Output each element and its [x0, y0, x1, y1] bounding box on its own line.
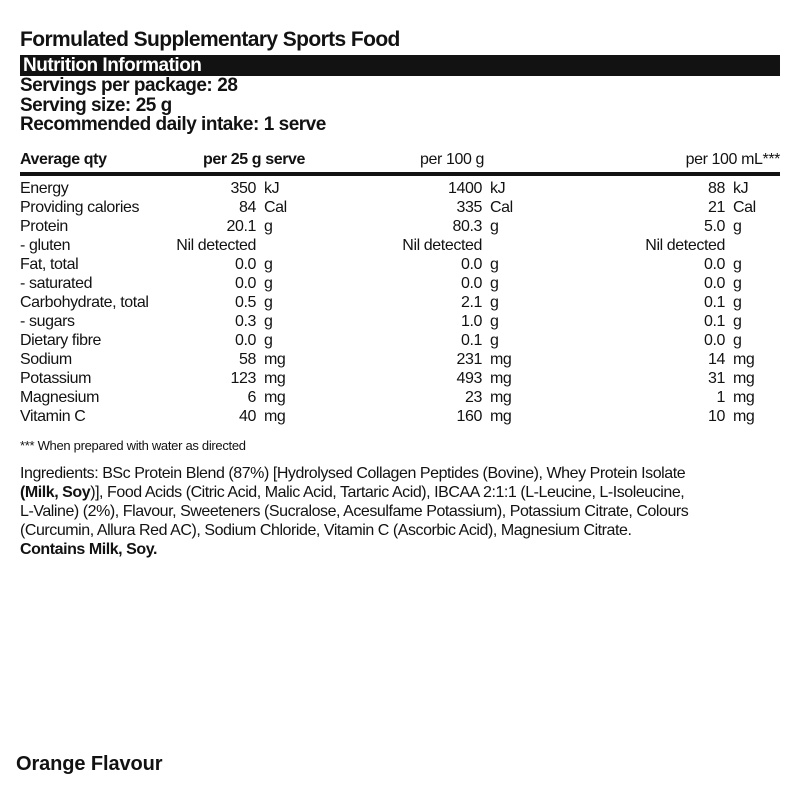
row-label: Protein — [20, 217, 68, 235]
ingredients-text: L-Valine) (2%), Flavour, Sweeteners (Sucralose, Acesulfame Potassium), Potassium Citrate, Colours — [20, 502, 689, 520]
allergen-bold-text: Contains Milk, Soy. — [20, 540, 157, 558]
value-cell: 88 — [708, 179, 725, 197]
unit-cell: Cal — [264, 198, 287, 216]
recommended-daily-intake-line — [20, 115, 780, 135]
table-row — [20, 293, 780, 312]
unit-cell: g — [490, 293, 499, 311]
value-cell: 84 — [239, 198, 256, 216]
header-divider-rule — [20, 172, 780, 176]
value-cell: 23 — [465, 388, 482, 406]
value-cell: 0.0 — [234, 255, 256, 273]
table-row — [20, 350, 780, 369]
unit-cell: mg — [490, 350, 512, 368]
unit-cell: mg — [733, 407, 755, 425]
value-cell: 0.5 — [234, 293, 256, 311]
unit-cell: mg — [490, 388, 512, 406]
unit-cell: kJ — [264, 179, 280, 197]
rdi-value: 1 serve — [263, 114, 326, 135]
unit-cell: g — [490, 274, 499, 292]
value-cell: 1400 — [448, 179, 482, 197]
servings-label: Servings per package: — [20, 75, 213, 96]
value-cell: 21 — [708, 198, 725, 216]
table-header-row — [20, 151, 780, 168]
row-label: Providing calories — [20, 198, 140, 216]
unit-cell: kJ — [733, 179, 749, 197]
serving-size-label: Serving size: — [20, 94, 131, 116]
unit-cell: Cal — [490, 198, 513, 216]
row-label: Dietary fibre — [20, 331, 102, 349]
unit-cell: mg — [490, 407, 512, 425]
unit-cell: g — [264, 312, 273, 330]
value-cell: 0.0 — [234, 274, 256, 292]
column-header-per-100ml: per 100 mL*** — [685, 150, 780, 168]
table-row — [20, 236, 780, 255]
column-header-per-100g: per 100 g — [420, 150, 485, 168]
table-row — [20, 274, 780, 293]
panel-title: Nutrition Information — [23, 54, 202, 76]
ingredients-text: Ingredients: BSc Protein Blend (87%) [Hydrolysed Collagen Peptides (Bovine), Whey Protein Isolate — [20, 464, 686, 482]
value-cell: 123 — [230, 369, 256, 387]
row-label: Carbohydrate, total — [20, 293, 149, 311]
value-cell: 80.3 — [452, 217, 482, 235]
unit-cell: g — [733, 274, 742, 292]
ingredients-line — [20, 502, 780, 521]
unit-cell — [482, 236, 650, 255]
value-cell: 5.0 — [703, 217, 725, 235]
nutrition-information-bar — [20, 55, 780, 76]
unit-cell: g — [264, 274, 273, 292]
ingredients-paragraph — [20, 464, 780, 559]
ingredients-text: (Curcumin, Allura Red AC), Sodium Chloride, Vitamin C (Ascorbic Acid), Magnesium Citrate. — [20, 521, 632, 539]
value-cell: 31 — [708, 369, 725, 387]
table-row — [20, 217, 780, 236]
unit-cell: Cal — [733, 198, 756, 216]
flavour-name: Orange Flavour — [16, 753, 163, 775]
table-row — [20, 179, 780, 198]
value-cell: 0.3 — [234, 312, 256, 330]
unit-cell: g — [490, 331, 499, 349]
value-cell: 0.0 — [703, 331, 725, 349]
value-cell: 0.1 — [460, 331, 482, 349]
column-header-per-serve: per 25 g serve — [203, 150, 306, 168]
serving-size-line — [20, 96, 780, 116]
value-cell: 0.0 — [460, 255, 482, 273]
value-cell: 335 — [456, 198, 482, 216]
unit-cell: g — [733, 293, 742, 311]
unit-cell: mg — [733, 369, 755, 387]
unit-cell: g — [733, 331, 742, 349]
value-cell: 40 — [239, 407, 256, 425]
table-row — [20, 388, 780, 407]
value-cell: 20.1 — [226, 217, 256, 235]
unit-cell — [256, 236, 407, 255]
unit-cell: g — [264, 217, 273, 235]
row-label: Magnesium — [20, 388, 100, 406]
value-cell: Nil detected — [176, 236, 256, 254]
row-label: - sugars — [20, 312, 75, 330]
value-cell: 160 — [456, 407, 482, 425]
value-cell: 493 — [456, 369, 482, 387]
value-cell: 0.1 — [703, 312, 725, 330]
unit-cell: mg — [733, 388, 755, 406]
value-cell: 0.1 — [703, 293, 725, 311]
table-row — [20, 312, 780, 331]
value-cell: 14 — [708, 350, 725, 368]
row-label: Potassium — [20, 369, 92, 387]
nutrient-table-body — [20, 179, 780, 426]
servings-value: 28 — [217, 75, 238, 96]
unit-cell: mg — [733, 350, 755, 368]
value-cell: 6 — [247, 388, 256, 406]
product-type-title: Formulated Supplementary Sports Food — [20, 28, 400, 51]
unit-cell — [725, 236, 780, 255]
unit-cell: g — [490, 255, 499, 273]
value-cell: 10 — [708, 407, 725, 425]
unit-cell: mg — [264, 369, 286, 387]
value-cell: 2.1 — [460, 293, 482, 311]
label-content — [20, 28, 780, 559]
unit-cell: g — [733, 255, 742, 273]
row-label: Fat, total — [20, 255, 79, 273]
row-label: - gluten — [20, 236, 71, 254]
value-cell: Nil detected — [645, 236, 725, 254]
unit-cell: mg — [264, 350, 286, 368]
value-cell: Nil detected — [402, 236, 482, 254]
ingredients-text: )], Food Acids (Citric Acid, Malic Acid, Tartaric Acid), IBCAA 2:1:1 (L-Leucine, L-Isoleucine, — [90, 483, 685, 501]
value-cell: 231 — [456, 350, 482, 368]
unit-cell: g — [490, 217, 499, 235]
table-row — [20, 255, 780, 274]
unit-cell: g — [733, 312, 742, 330]
footnote: *** When prepared with water as directed — [20, 437, 246, 453]
row-label: Vitamin C — [20, 407, 86, 425]
rdi-label: Recommended daily intake: — [20, 114, 259, 135]
allergen-bold-text: (Milk, Soy — [20, 483, 91, 501]
value-cell: 0.0 — [703, 274, 725, 292]
unit-cell: g — [264, 331, 273, 349]
row-label: - saturated — [20, 274, 93, 292]
unit-cell: mg — [264, 407, 286, 425]
row-label: Energy — [20, 179, 69, 197]
row-label: Sodium — [20, 350, 72, 368]
ingredients-line — [20, 464, 780, 483]
column-header-average-qty: Average qty — [20, 150, 107, 168]
value-cell: 0.0 — [703, 255, 725, 273]
value-cell: 1.0 — [460, 312, 482, 330]
value-cell: 1 — [716, 388, 725, 406]
value-cell: 58 — [239, 350, 256, 368]
value-cell: 0.0 — [234, 331, 256, 349]
unit-cell: g — [264, 293, 273, 311]
ingredients-line — [20, 521, 780, 540]
value-cell: 350 — [230, 179, 256, 197]
unit-cell: g — [733, 217, 742, 235]
unit-cell: kJ — [490, 179, 506, 197]
ingredients-line — [20, 540, 780, 559]
table-row — [20, 369, 780, 388]
table-row — [20, 331, 780, 350]
ingredients-line — [20, 483, 780, 502]
unit-cell: mg — [490, 369, 512, 387]
unit-cell: mg — [264, 388, 286, 406]
value-cell: 0.0 — [460, 274, 482, 292]
table-row — [20, 198, 780, 217]
unit-cell: g — [490, 312, 499, 330]
serving-size-value: 25 g — [135, 94, 172, 116]
servings-per-package-line — [20, 76, 780, 96]
unit-cell: g — [264, 255, 273, 273]
table-row — [20, 407, 780, 426]
